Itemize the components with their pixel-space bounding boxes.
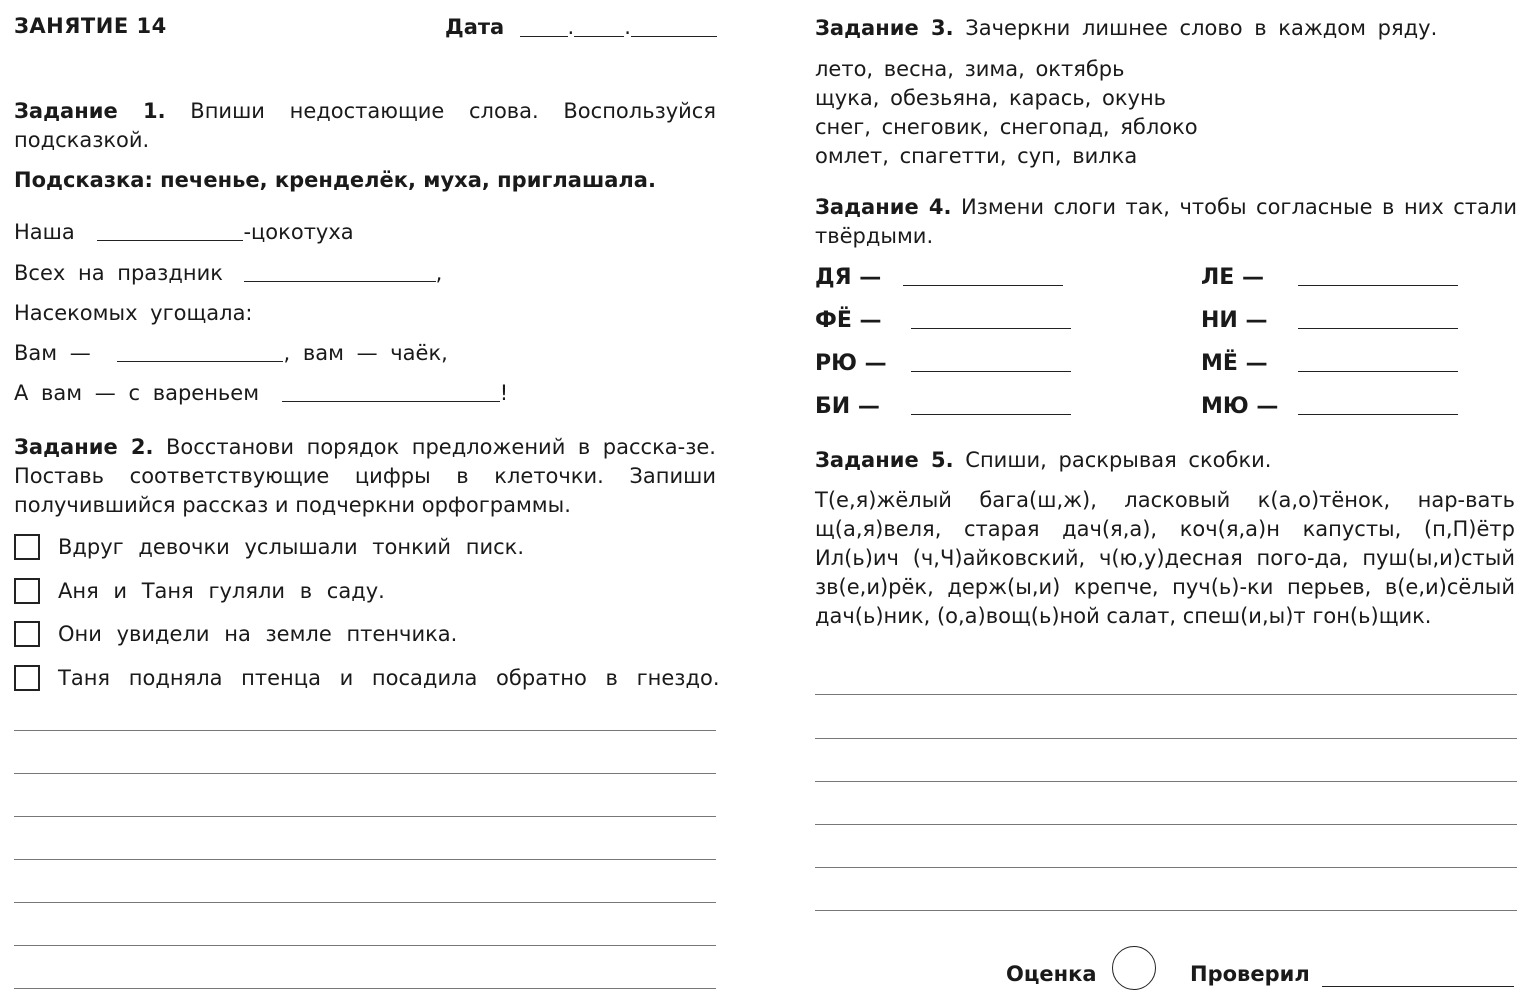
poem-text: ! [499, 381, 509, 405]
task4-text: Измени слоги так, чтобы согласные в них стали твёрдыми. [815, 195, 1517, 248]
syllable-label: ДЯ — [815, 265, 882, 290]
task1-label: Задание 1. [14, 99, 166, 123]
date-year-blank[interactable] [631, 14, 717, 37]
writing-line[interactable] [815, 694, 1517, 695]
writing-line[interactable] [815, 738, 1517, 739]
order-checkbox[interactable] [14, 665, 40, 691]
task1-instruction [14, 97, 716, 155]
date-separator: . [567, 15, 575, 39]
writing-line[interactable] [14, 730, 716, 731]
task3-text: Зачеркни лишнее слово в каждом ряду. [965, 16, 1438, 40]
writing-line[interactable] [815, 910, 1517, 911]
writing-line[interactable] [815, 824, 1517, 825]
task5-instruction [815, 446, 1517, 475]
answer-line[interactable] [911, 414, 1071, 415]
syllable-label: МЮ — [1201, 394, 1279, 419]
syllable-right-3 [1201, 351, 1268, 376]
date-field[interactable] [445, 14, 717, 39]
poem-text: Вам — [14, 341, 91, 365]
word-row[interactable]: снег, снеговик, снегопад, яблоко [815, 115, 1198, 139]
writing-line[interactable] [14, 816, 716, 817]
writing-line[interactable] [815, 781, 1517, 782]
sentence-row [14, 665, 720, 691]
grade-circle[interactable] [1112, 946, 1156, 990]
sentence-row [14, 534, 524, 560]
sentence-text: Вдруг девочки услышали тонкий писк. [58, 535, 525, 559]
poem-line-2 [14, 261, 442, 285]
sentence-text: Они увидели на земле птенчика. [58, 622, 458, 646]
task1-hint: Подсказка: печенье, кренделёк, муха, приглашала. [14, 168, 656, 192]
syllable-left-4 [815, 394, 880, 419]
syllable-label: ЛЕ — [1201, 265, 1264, 290]
syllable-left-2 [815, 308, 882, 333]
syllable-left-3 [815, 351, 887, 376]
task5-body: Т(е,я)жёлый бага(ш,ж), ласковый к(а,о)тёнок, нар-вать щ(а,я)веля, старая дач(я,а), коч(я,а)н капусты, (п,П)ётр Ил(ь)ич (ч,Ч)айковский, ч(ю,у)десная пого-да, пуш(ы,и)стый зв(е,и)рёк, держ(ы,и) крепче, пуч(ь)-ки перьев, в(е,и)сёлый дач(ь)ник, (о,а)вощ(ь)ной салат, спеш(и,ы)т гон(ь)щик. [815, 488, 1515, 628]
poem-text: Всех на праздник [14, 261, 223, 285]
syllable-label: НИ — [1201, 308, 1268, 333]
answer-line[interactable] [1298, 414, 1458, 415]
syllable-label: ФЁ — [815, 308, 882, 333]
poem-line-3 [14, 301, 253, 325]
date-separator: . [624, 15, 631, 39]
grade-label: Оценка [1006, 962, 1097, 986]
task4-label: Задание 4. [815, 195, 952, 219]
order-checkbox[interactable] [14, 578, 40, 604]
date-label: Дата [445, 15, 505, 39]
word-row[interactable]: лето, весна, зима, октябрь [815, 57, 1125, 81]
poem-text: -цокотуха [243, 220, 354, 244]
writing-line[interactable] [14, 773, 716, 774]
date-day-blank[interactable] [520, 14, 568, 37]
task5-text: Спиши, раскрывая скобки. [965, 448, 1272, 472]
syllable-label: БИ — [815, 394, 880, 419]
writing-line[interactable] [14, 988, 716, 989]
sentence-row [14, 578, 385, 604]
poem-text: Наша [14, 220, 75, 244]
writing-line[interactable] [14, 902, 716, 903]
fill-blank[interactable] [244, 261, 436, 282]
sentence-text: Аня и Таня гуляли в саду. [58, 579, 385, 603]
syllable-label: МЁ — [1201, 351, 1268, 376]
writing-line[interactable] [815, 867, 1517, 868]
checked-by-label: Проверил [1190, 962, 1310, 986]
word-row[interactable]: щука, обезьяна, карась, окунь [815, 86, 1167, 110]
syllable-right-2 [1201, 308, 1267, 333]
poem-line-5 [14, 381, 508, 405]
task5-label: Задание 5. [815, 448, 954, 472]
sentence-row [14, 621, 457, 647]
poem-text: А вам — с вареньем [14, 381, 260, 405]
writing-line[interactable] [14, 945, 716, 946]
task3-label: Задание 3. [815, 16, 954, 40]
order-checkbox[interactable] [14, 621, 40, 647]
fill-blank[interactable] [97, 220, 243, 241]
writing-line[interactable] [14, 859, 716, 860]
checked-by-line[interactable] [1322, 986, 1514, 987]
answer-line[interactable] [1298, 328, 1458, 329]
task2-instruction [14, 433, 716, 520]
date-month-blank[interactable] [574, 14, 624, 37]
fill-blank[interactable] [117, 341, 283, 362]
poem-line-1 [14, 220, 354, 244]
task2-text: Восстанови порядок предложений в расска-зе. Поставь соответствующие цифры в клеточки. Запиши получившийся рассказ и подчеркни орфограммы. [14, 435, 716, 517]
syllable-right-4 [1201, 394, 1278, 419]
poem-text: , [435, 261, 443, 285]
answer-line[interactable] [911, 371, 1071, 372]
poem-line-4 [14, 341, 448, 365]
poem-text: , вам — чаёк, [283, 341, 448, 365]
answer-line[interactable] [911, 328, 1071, 329]
fill-blank[interactable] [282, 381, 500, 402]
task4-instruction [815, 193, 1517, 251]
syllable-left-1 [815, 265, 881, 290]
lesson-title: ЗАНЯТИЕ 14 [14, 14, 167, 38]
syllable-right-1 [1201, 265, 1264, 290]
syllable-label: РЮ — [815, 351, 887, 376]
task3-instruction [815, 14, 1517, 43]
order-checkbox[interactable] [14, 534, 40, 560]
sentence-text: Таня подняла птенца и посадила обратно в гнездо. [58, 666, 720, 690]
poem-text: Насекомых угощала: [14, 301, 253, 325]
answer-line[interactable] [1298, 285, 1458, 286]
answer-line[interactable] [903, 285, 1063, 286]
task2-label: Задание 2. [14, 435, 154, 459]
task1-text: Впиши недостающие слова. Воспользуйся подсказкой. [14, 99, 716, 152]
answer-line[interactable] [1298, 371, 1458, 372]
word-row[interactable]: омлет, спагетти, суп, вилка [815, 144, 1138, 168]
word-rows [815, 55, 1198, 171]
